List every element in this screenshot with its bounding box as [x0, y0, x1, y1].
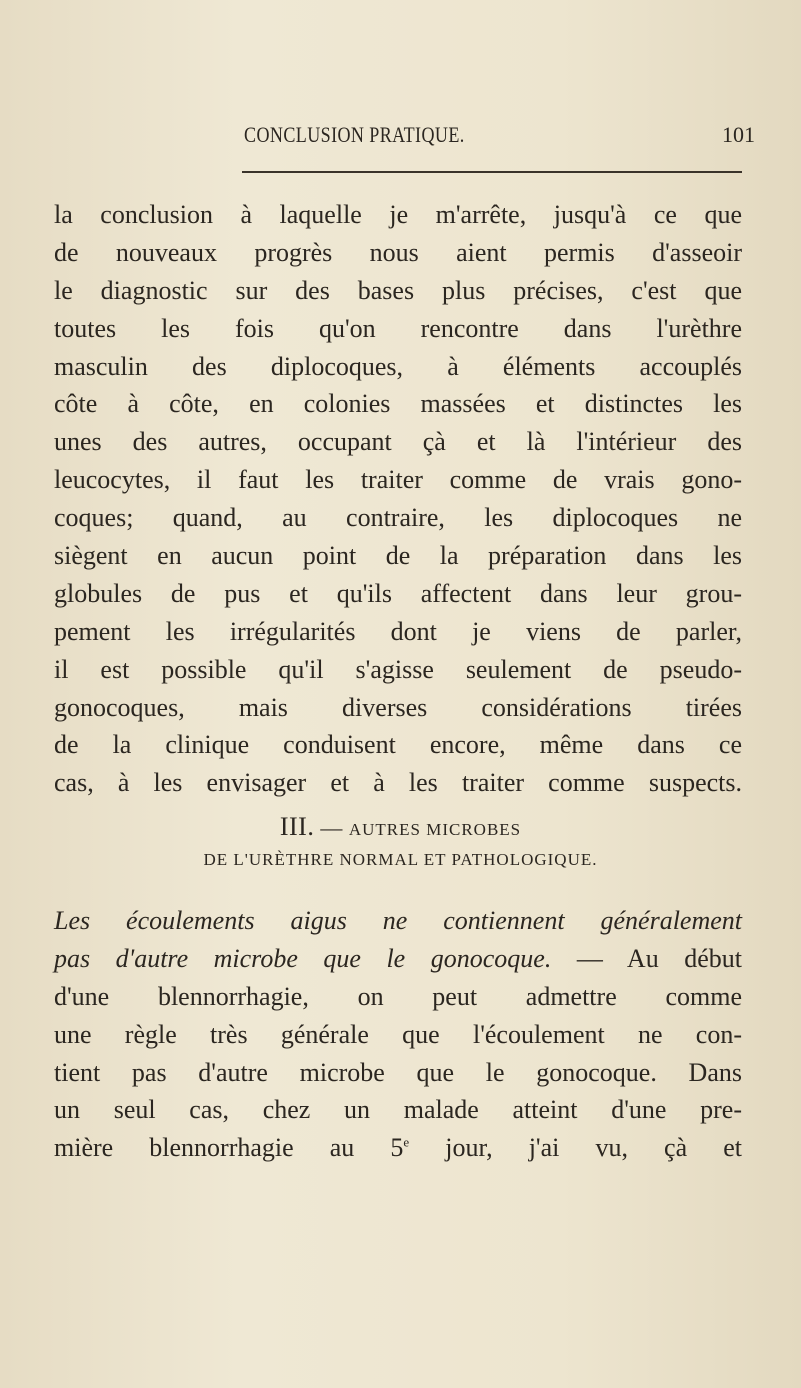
text-line: coques; quand, au contraire, les diplocoques ne — [54, 503, 742, 533]
section-heading — [0, 812, 801, 842]
text-line: Les écoulements aigus ne contiennent généralement — [54, 906, 742, 935]
section-dash: — — [320, 815, 343, 840]
text-line: toutes les fois qu'on rencontre dans l'urèthre — [54, 313, 742, 343]
header-rule — [242, 171, 742, 173]
text-line: un seul cas, chez un malade atteint d'une pre- — [54, 1095, 742, 1125]
text-line: côte à côte, en colonies massées et distinctes les — [54, 389, 742, 419]
text-run: jour, j'ai vu, çà et — [409, 1133, 742, 1163]
text-line: unes des autres, occupant çà et là l'intérieur des — [54, 427, 742, 457]
text-line: de nouveaux progrès nous aient permis d'asseoir — [54, 237, 742, 267]
page-number: 101 — [722, 122, 755, 147]
paragraph-conclusion — [54, 196, 742, 802]
text-run: mière blennorrhagie au 5 — [54, 1133, 404, 1163]
text-line: la conclusion à laquelle je m'arrête, jusqu'à ce que — [54, 200, 742, 229]
section-title-line1: AUTRES MICROBES — [348, 820, 522, 839]
text-line — [54, 940, 742, 978]
text-line: il est possible qu'il s'agisse seulement de pseudo- — [54, 654, 742, 684]
paragraph-microbes — [54, 902, 742, 1167]
text-line: cas, à les envisager et à les traiter comme suspects. — [54, 768, 742, 798]
text-line — [54, 1129, 742, 1167]
text-line: une règle très générale que l'écoulement ne con- — [54, 1019, 742, 1049]
section-title-line2: DE L'URÈTHRE NORMAL ET PATHOLOGIQUE. — [203, 850, 598, 869]
text-line: gonocoques, mais diverses considérations tirées — [54, 692, 742, 722]
text-line: siègent en aucun point de la préparation dans les — [54, 541, 742, 571]
text-line: le diagnostic sur des bases plus précises, c'est que — [54, 275, 742, 305]
text-run: — Au début — [551, 943, 742, 973]
text-line: de la clinique conduisent encore, même dans ce — [54, 730, 742, 760]
text-line: tient pas d'autre microbe que le gonocoque. Dans — [54, 1057, 742, 1087]
running-head — [0, 120, 801, 160]
text-line: masculin des diplocoques, à éléments accouplés — [54, 351, 742, 381]
section-number: III. — [279, 812, 315, 841]
text-line: leucocytes, il faut les traiter comme de vrais gono- — [54, 465, 742, 495]
text-line: d'une blennorrhagie, on peut admettre comme — [54, 981, 742, 1011]
text-line: pement les irrégularités dont je viens de parler, — [54, 616, 742, 646]
running-title: CONCLUSION PRATIQUE. — [244, 122, 465, 147]
italic-run: pas d'autre microbe que le gonocoque. — [54, 943, 552, 973]
text-line: globules de pus et qu'ils affectent dans leur grou- — [54, 578, 742, 608]
section-subheading — [0, 850, 801, 870]
superscript: e — [403, 1134, 410, 1150]
